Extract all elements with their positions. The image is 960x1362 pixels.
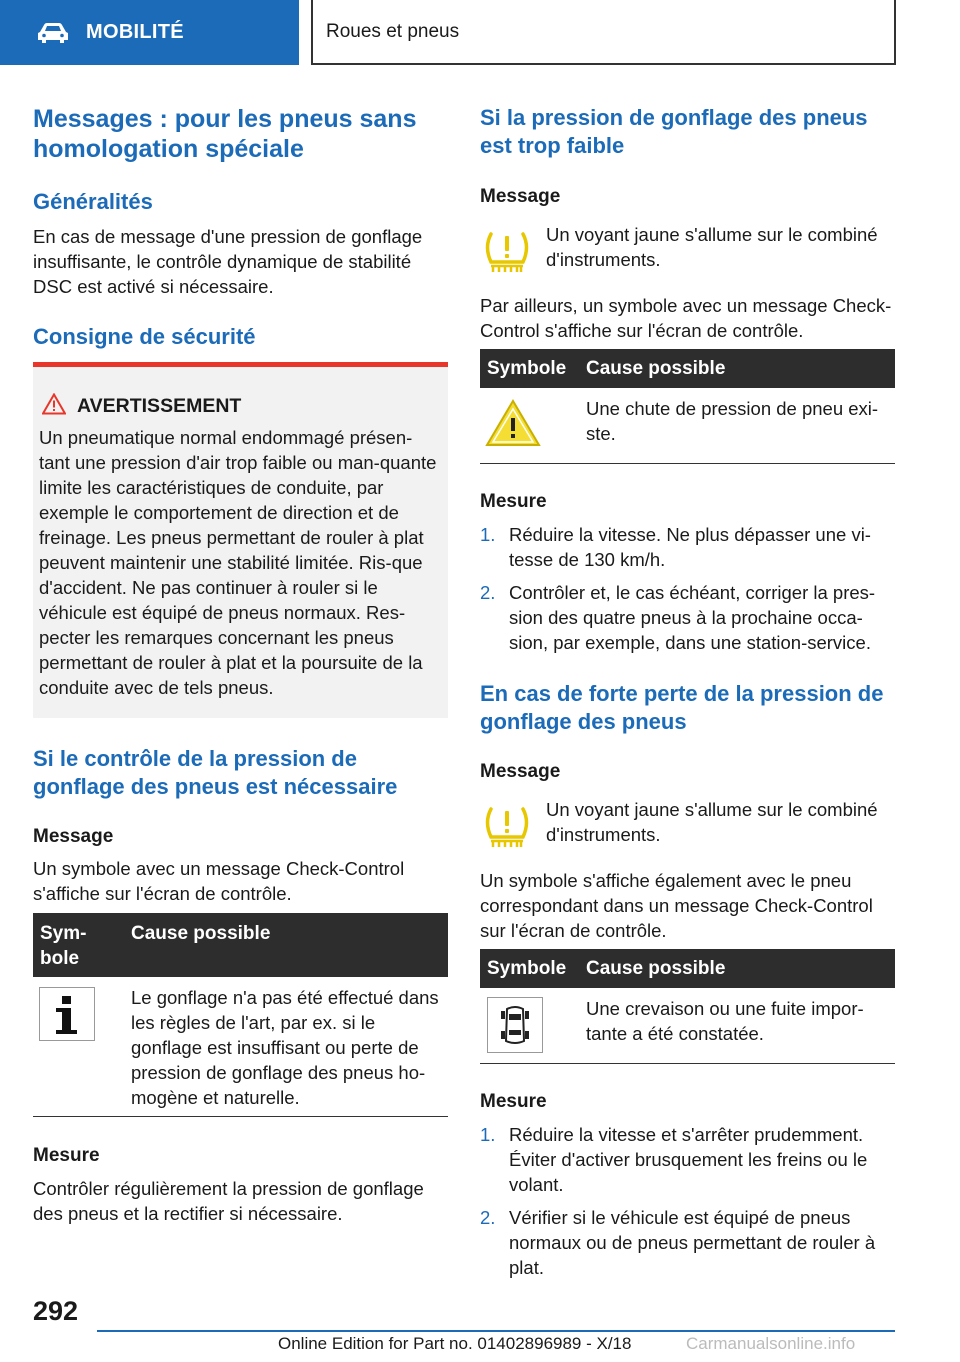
- measure-label: Mesure: [480, 1091, 547, 1112]
- tire-pressure-warning-icon: [482, 803, 532, 851]
- warning-triangle-icon: [484, 398, 542, 448]
- watermark: Carmanualsonline.info: [686, 1334, 856, 1353]
- table-header: [33, 913, 448, 977]
- warning-text: Un pneumatique normal endommagé présen-tant une pression d'air trop faible ou man-quante limite les caractéristiques de conduite, par exemple le comportement de direction et de freinage. Les pneus permettant de rouler à plat peuvent maintenir une stabilité limitée. Ris-que d'accident. Ne pas continuer à rouler si le véhicule est équipé de pneus normaux. Res-pecter les remarques concernant les pneus permettant de rouler à plat et la poursuite de la conduite avec de tels pneus.: [39, 427, 437, 698]
- page-number: 292: [33, 1296, 79, 1326]
- general-heading: Généralités: [33, 189, 153, 214]
- info-icon: [39, 987, 95, 1041]
- message-label: Message: [33, 826, 114, 847]
- table-col-symbol: Sym-bole: [40, 923, 87, 969]
- measure-text: Contrôler régulièrement la pression de gonflage des pneus et la rectifier si nécessaire.: [33, 1178, 424, 1224]
- step-text: Réduire la vitesse et s'arrêter prudemment. Éviter d'activer brusquement les freins ou le volant.: [509, 1124, 868, 1195]
- also-text: Par ailleurs, un symbole avec un message Check-Control s'affiche sur l'écran de contrôle.: [480, 295, 892, 341]
- table-col-cause: Cause possible: [586, 958, 726, 979]
- edition-text: Online Edition for Part no. 01402896989 - X/18: [278, 1334, 632, 1353]
- message-label: Message: [480, 761, 561, 782]
- table-col-symbol: Symbole: [487, 358, 567, 379]
- measure-label: Mesure: [480, 491, 547, 512]
- low-pressure-heading: Si la pression de gonflage des pneus est trop faible: [480, 105, 868, 158]
- table-cause-text: Le gonflage n'a pas été effectué dans les règles de l'art, par ex. si le gonflage est insuffisant ou perte de pression de gonflage des pneus ho-mogène et naturelle.: [131, 987, 439, 1108]
- tire-pressure-warning-icon: [482, 228, 532, 276]
- step-number: 2.: [480, 582, 496, 603]
- car-icon: [36, 22, 70, 44]
- table-col-symbol: Symbole: [487, 958, 567, 979]
- chapter-tab: [311, 0, 896, 65]
- step-number: 1.: [480, 524, 496, 545]
- footer-divider: [97, 1330, 895, 1332]
- check-heading: Si le contrôle de la pression de gonflage des pneus est nécessaire: [33, 746, 398, 799]
- table-header: [480, 949, 895, 988]
- indicator-text: Un voyant jaune s'allume sur le combiné d'instruments.: [546, 799, 878, 845]
- table-divider: [33, 1116, 448, 1117]
- table-col-cause: Cause possible: [586, 358, 726, 379]
- measure-label: Mesure: [33, 1145, 100, 1166]
- chapter-title: Roues et pneus: [326, 20, 460, 42]
- indicator-text: Un voyant jaune s'allume sur le combiné d'instruments.: [546, 224, 878, 270]
- table-cause-text: Une crevaison ou une fuite impor-tante a été constatée.: [586, 998, 864, 1044]
- loss-heading: En cas de forte perte de la pression de gonflage des pneus: [480, 681, 884, 734]
- warning-box: [33, 362, 448, 718]
- page-title: Messages : pour les pneus sans homologation spéciale: [33, 105, 417, 163]
- symbol-text: Un symbole s'affiche également avec le pneu correspondant dans un message Check-Control sur l'écran de contrôle.: [480, 870, 873, 941]
- car-tire-damage-icon: [487, 997, 543, 1053]
- section-tab: [0, 0, 299, 65]
- section-title: MOBILITÉ: [86, 21, 184, 43]
- message-text: Un symbole avec un message Check-Control s'affiche sur l'écran de contrôle.: [33, 858, 405, 904]
- step-number: 1.: [480, 1124, 496, 1145]
- table-header: [480, 349, 895, 388]
- table-cause-text: Une chute de pression de pneu exi-ste.: [586, 398, 879, 444]
- step-text: Réduire la vitesse. Ne plus dépasser une vi-tesse de 130 km/h.: [509, 524, 871, 570]
- table-divider: [480, 463, 895, 464]
- table-divider: [480, 1063, 895, 1064]
- warning-title: AVERTISSEMENT: [77, 395, 242, 417]
- table-col-cause: Cause possible: [131, 923, 271, 944]
- safety-heading: Consigne de sécurité: [33, 324, 256, 349]
- general-text: En cas de message d'une pression de gonflage insuffisante, le contrôle dynamique de stabilité DSC est activé si nécessaire.: [33, 226, 423, 297]
- step-number: 2.: [480, 1207, 496, 1228]
- message-label: Message: [480, 186, 561, 207]
- step-text: Vérifier si le véhicule est équipé de pneus normaux ou de pneus permettant de rouler à plat.: [509, 1207, 876, 1278]
- step-text: Contrôler et, le cas échéant, corriger la pres-sion des quatre pneus à la prochaine occa-sion, par exemple, dans une station-service.: [509, 582, 876, 653]
- warning-triangle-icon: [42, 393, 66, 415]
